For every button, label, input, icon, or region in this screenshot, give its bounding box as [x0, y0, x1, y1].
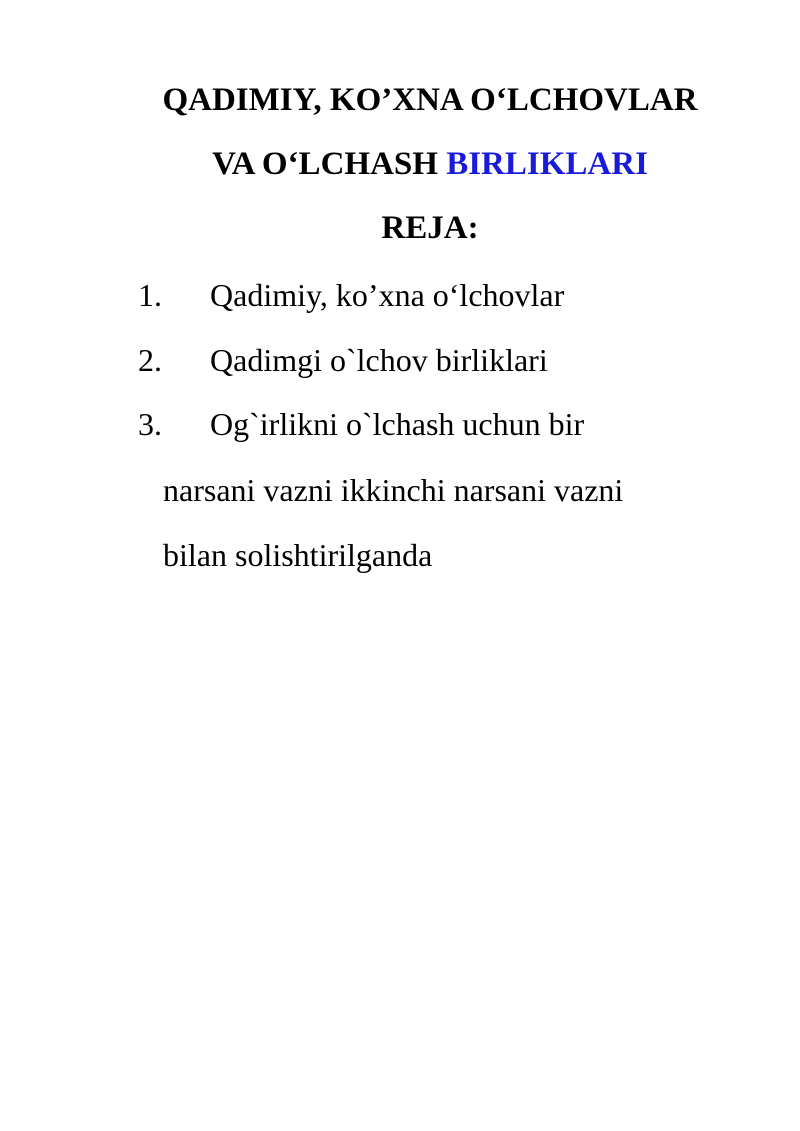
plan-item-number: 1. — [138, 277, 162, 313]
title-text-2-accent: BIRLIKLARI — [446, 146, 648, 182]
plan-list-item — [138, 340, 548, 380]
plan-heading-text: REJA: — [381, 210, 479, 246]
plan-list-item — [138, 404, 584, 444]
plan-item-number: 3. — [138, 406, 162, 442]
title-line-1 — [120, 80, 740, 120]
title-line-2 — [120, 144, 740, 184]
plan-item-continuation: narsani vazni ikkinchi narsani vazni — [163, 472, 624, 508]
plan-heading — [120, 208, 740, 248]
plan-item-text: Qadimiy, ko’xna o‘lchovlar — [210, 277, 565, 313]
plan-item-text: Qadimgi o`lchov birliklari — [210, 342, 548, 378]
plan-list-item — [138, 275, 564, 315]
title-text-2-prefix: VA O‘LCHASH — [212, 146, 447, 182]
plan-item-text: Og`irlikni o`lchash uchun bir — [210, 406, 585, 442]
title-text-1: QADIMIY, KO’XNA O‘LCHOVLAR — [162, 82, 698, 118]
plan-item-continuation: bilan solishtirilganda — [163, 537, 433, 573]
plan-item-number: 2. — [138, 342, 162, 378]
